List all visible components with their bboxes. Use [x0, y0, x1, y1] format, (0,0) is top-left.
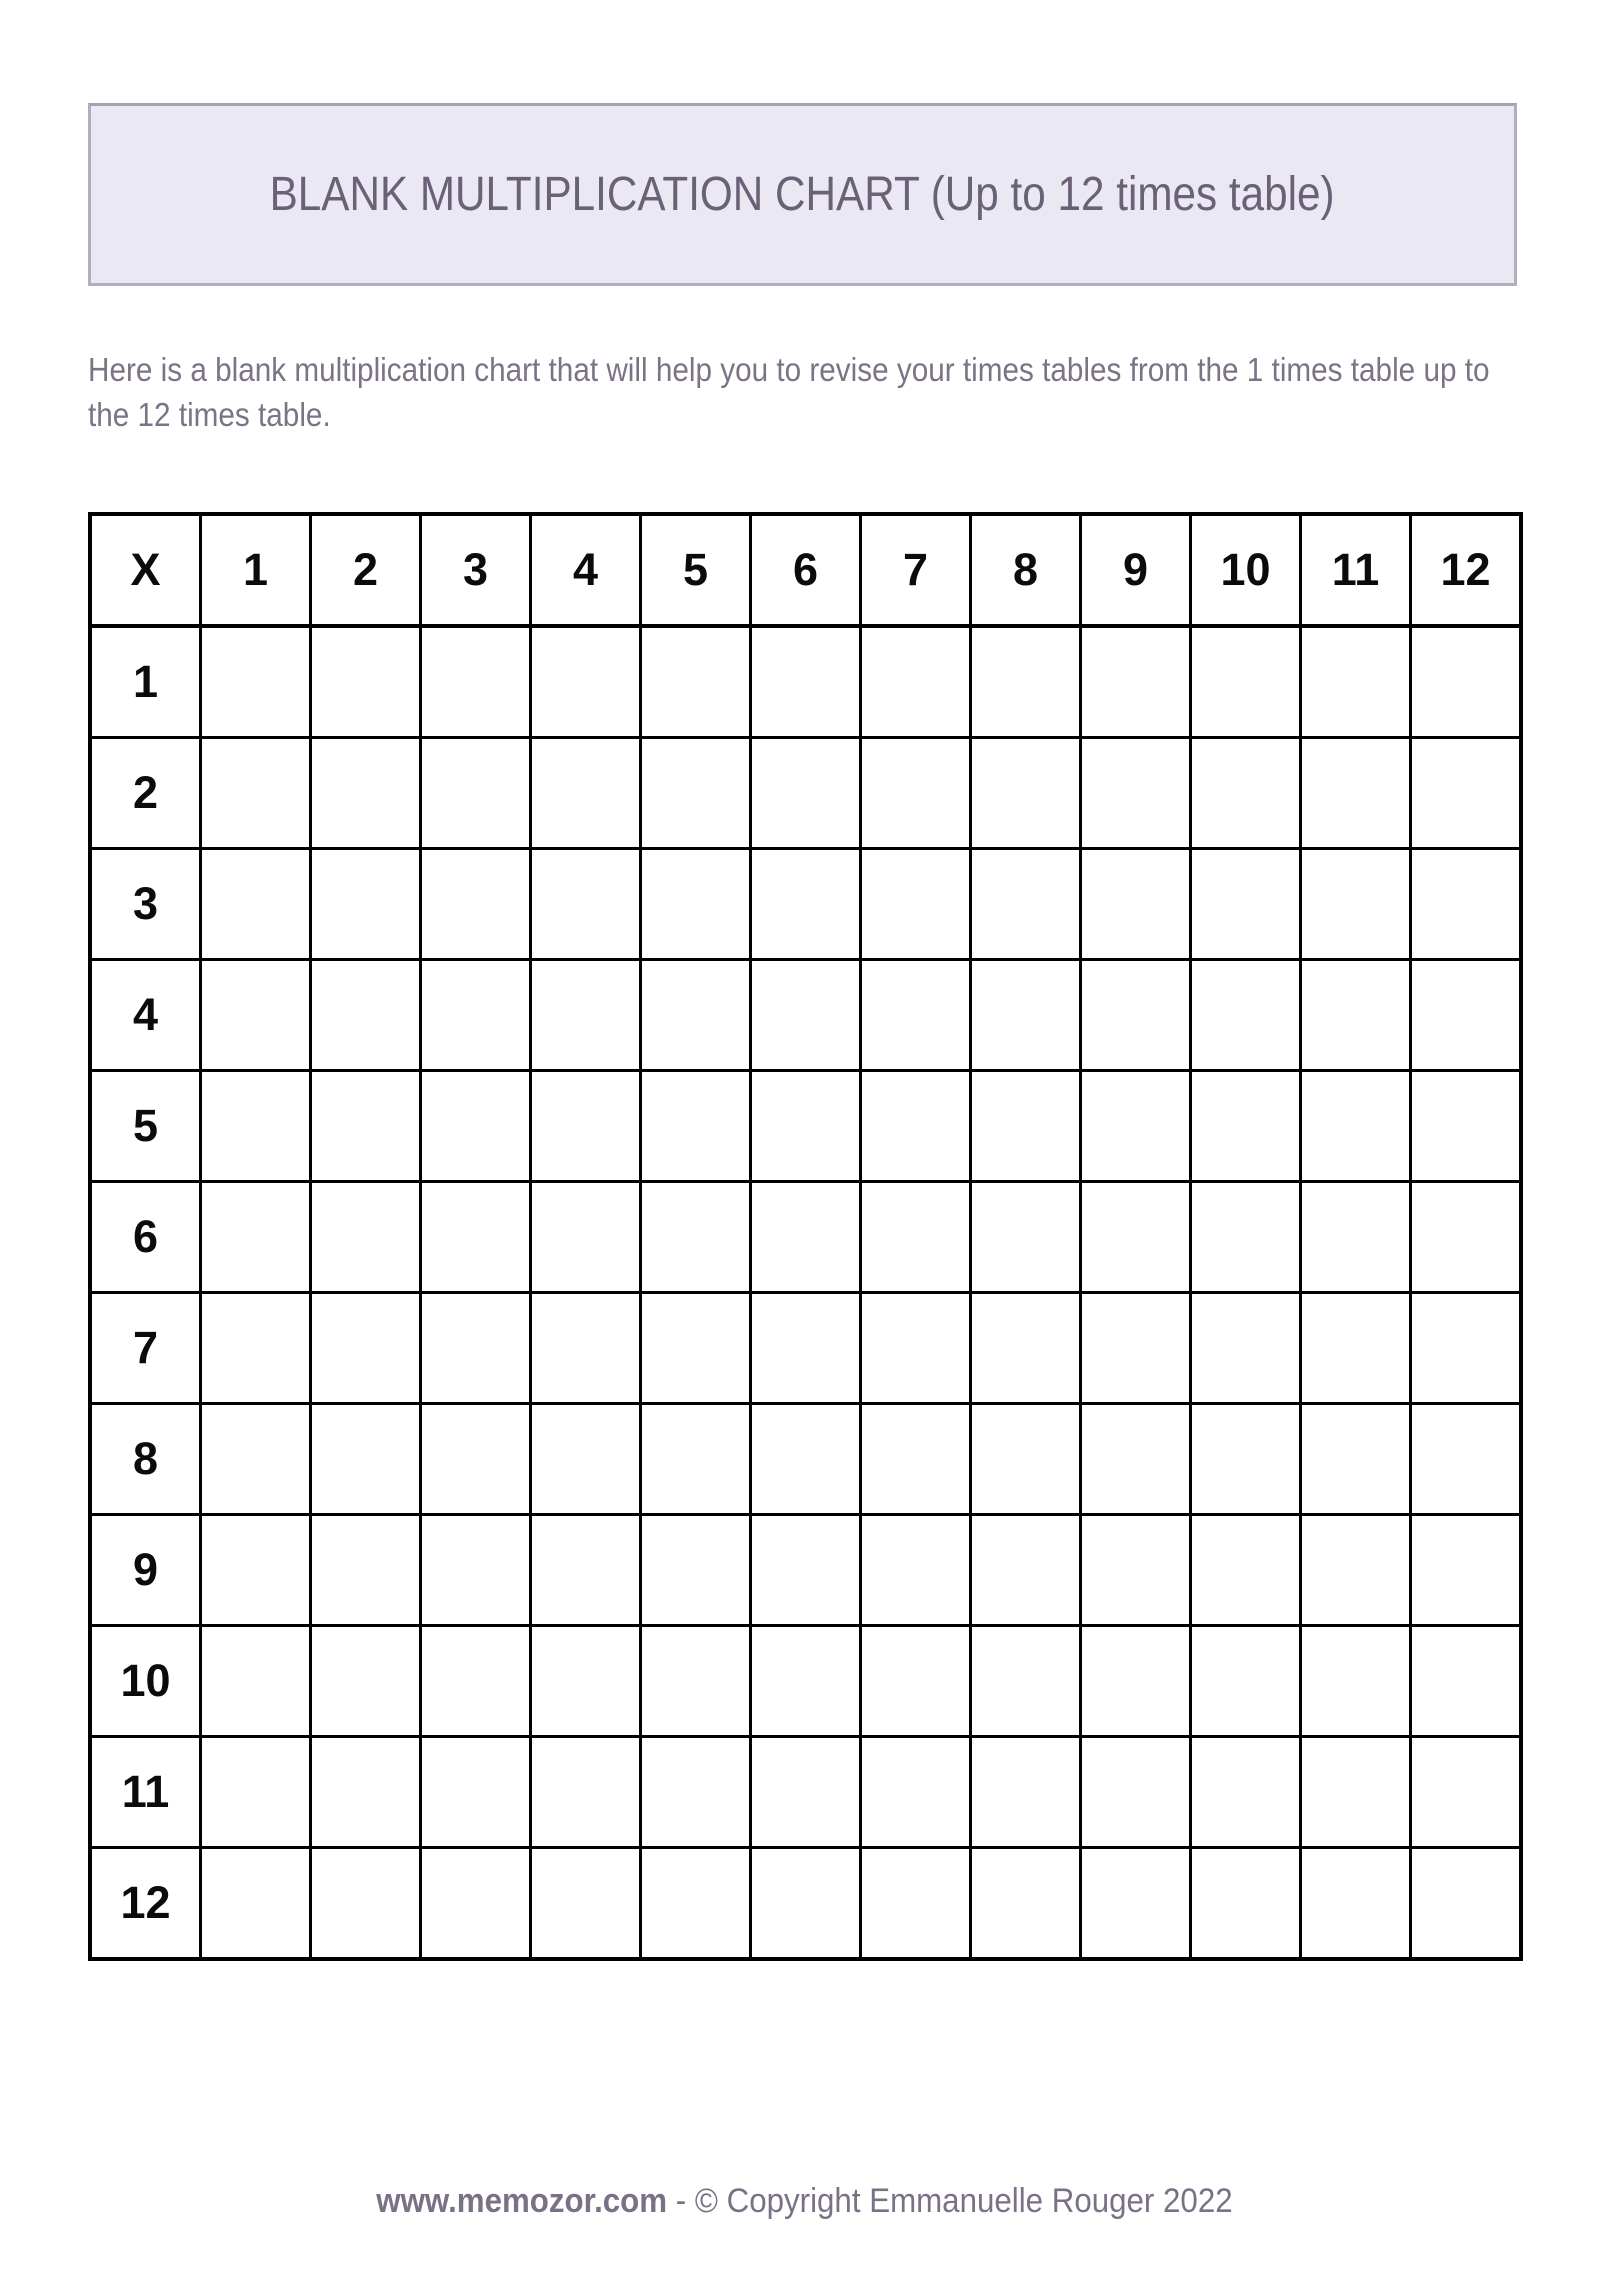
empty-cell-9x4: [531, 1515, 641, 1626]
page-footer: [0, 2182, 1608, 2221]
empty-cell-6x11: [1301, 1182, 1411, 1293]
empty-cell-1x3: [421, 626, 531, 738]
empty-cell-5x6: [751, 1071, 861, 1182]
column-header-2: 2: [311, 514, 421, 626]
empty-cell-1x11: [1301, 626, 1411, 738]
empty-cell-12x10: [1191, 1848, 1301, 1960]
column-header-11: 11: [1301, 514, 1411, 626]
column-header-1: 1: [201, 514, 311, 626]
empty-cell-9x11: [1301, 1515, 1411, 1626]
column-header-7: 7: [861, 514, 971, 626]
empty-cell-10x3: [421, 1626, 531, 1737]
empty-cell-10x2: [311, 1626, 421, 1737]
empty-cell-9x9: [1081, 1515, 1191, 1626]
empty-cell-4x7: [861, 960, 971, 1071]
empty-cell-2x4: [531, 738, 641, 849]
empty-cell-11x6: [751, 1737, 861, 1848]
empty-cell-8x4: [531, 1404, 641, 1515]
empty-cell-2x7: [861, 738, 971, 849]
empty-cell-4x1: [201, 960, 311, 1071]
empty-cell-2x3: [421, 738, 531, 849]
corner-cell: X: [90, 514, 201, 626]
row-header-9: 9: [90, 1515, 201, 1626]
empty-cell-2x12: [1411, 738, 1522, 849]
table-row-2: [90, 738, 1521, 849]
empty-cell-8x5: [641, 1404, 751, 1515]
column-header-10: 10: [1191, 514, 1301, 626]
empty-cell-1x10: [1191, 626, 1301, 738]
empty-cell-9x3: [421, 1515, 531, 1626]
empty-cell-5x4: [531, 1071, 641, 1182]
empty-cell-5x1: [201, 1071, 311, 1182]
empty-cell-5x5: [641, 1071, 751, 1182]
empty-cell-6x12: [1411, 1182, 1522, 1293]
empty-cell-11x1: [201, 1737, 311, 1848]
column-header-3: 3: [421, 514, 531, 626]
empty-cell-6x5: [641, 1182, 751, 1293]
empty-cell-4x2: [311, 960, 421, 1071]
empty-cell-11x3: [421, 1737, 531, 1848]
empty-cell-7x3: [421, 1293, 531, 1404]
intro-text: Here is a blank multiplication chart that will help you to revise your times tables from the 1 times table up to the 12 times table.: [88, 351, 1490, 433]
empty-cell-9x7: [861, 1515, 971, 1626]
empty-cell-12x11: [1301, 1848, 1411, 1960]
row-header-6: 6: [90, 1182, 201, 1293]
empty-cell-3x10: [1191, 849, 1301, 960]
empty-cell-9x5: [641, 1515, 751, 1626]
column-header-9: 9: [1081, 514, 1191, 626]
empty-cell-9x10: [1191, 1515, 1301, 1626]
empty-cell-8x9: [1081, 1404, 1191, 1515]
empty-cell-4x12: [1411, 960, 1522, 1071]
empty-cell-10x5: [641, 1626, 751, 1737]
footer-copyright: © Copyright Emmanuelle Rouger 2022: [694, 2182, 1233, 2220]
table-row-7: [90, 1293, 1521, 1404]
table-row-1: [90, 626, 1521, 738]
empty-cell-1x5: [641, 626, 751, 738]
column-header-4: 4: [531, 514, 641, 626]
row-header-1: 1: [90, 626, 201, 738]
empty-cell-10x4: [531, 1626, 641, 1737]
empty-cell-7x9: [1081, 1293, 1191, 1404]
empty-cell-4x3: [421, 960, 531, 1071]
table-row-8: [90, 1404, 1521, 1515]
empty-cell-9x8: [971, 1515, 1081, 1626]
empty-cell-12x6: [751, 1848, 861, 1960]
empty-cell-8x8: [971, 1404, 1081, 1515]
row-header-8: 8: [90, 1404, 201, 1515]
table-row-3: [90, 849, 1521, 960]
column-header-12: 12: [1411, 514, 1522, 626]
table-row-5: [90, 1071, 1521, 1182]
empty-cell-10x10: [1191, 1626, 1301, 1737]
empty-cell-8x11: [1301, 1404, 1411, 1515]
empty-cell-10x7: [861, 1626, 971, 1737]
empty-cell-12x12: [1411, 1848, 1522, 1960]
empty-cell-1x12: [1411, 626, 1522, 738]
empty-cell-12x4: [531, 1848, 641, 1960]
empty-cell-6x2: [311, 1182, 421, 1293]
empty-cell-8x3: [421, 1404, 531, 1515]
empty-cell-1x1: [201, 626, 311, 738]
empty-cell-6x3: [421, 1182, 531, 1293]
empty-cell-10x11: [1301, 1626, 1411, 1737]
footer-line: [376, 2182, 1232, 2221]
empty-cell-2x10: [1191, 738, 1301, 849]
empty-cell-8x2: [311, 1404, 421, 1515]
table-body: [90, 626, 1521, 1959]
empty-cell-12x2: [311, 1848, 421, 1960]
empty-cell-7x8: [971, 1293, 1081, 1404]
row-header-10: 10: [90, 1626, 201, 1737]
empty-cell-11x8: [971, 1737, 1081, 1848]
table-row-6: [90, 1182, 1521, 1293]
table-head: [90, 514, 1521, 626]
table-row-9: [90, 1515, 1521, 1626]
empty-cell-11x5: [641, 1737, 751, 1848]
empty-cell-5x12: [1411, 1071, 1522, 1182]
empty-cell-6x1: [201, 1182, 311, 1293]
empty-cell-1x8: [971, 626, 1081, 738]
empty-cell-4x11: [1301, 960, 1411, 1071]
empty-cell-2x6: [751, 738, 861, 849]
empty-cell-11x9: [1081, 1737, 1191, 1848]
empty-cell-7x7: [861, 1293, 971, 1404]
empty-cell-3x7: [861, 849, 971, 960]
empty-cell-11x12: [1411, 1737, 1522, 1848]
table-row-4: [90, 960, 1521, 1071]
empty-cell-3x1: [201, 849, 311, 960]
empty-cell-2x9: [1081, 738, 1191, 849]
empty-cell-10x8: [971, 1626, 1081, 1737]
empty-cell-12x8: [971, 1848, 1081, 1960]
empty-cell-7x6: [751, 1293, 861, 1404]
empty-cell-12x7: [861, 1848, 971, 1960]
empty-cell-5x3: [421, 1071, 531, 1182]
column-header-8: 8: [971, 514, 1081, 626]
page-title: BLANK MULTIPLICATION CHART (Up to 12 times table): [270, 168, 1335, 221]
empty-cell-7x11: [1301, 1293, 1411, 1404]
empty-cell-12x5: [641, 1848, 751, 1960]
empty-cell-1x6: [751, 626, 861, 738]
empty-cell-12x9: [1081, 1848, 1191, 1960]
empty-cell-3x8: [971, 849, 1081, 960]
empty-cell-7x1: [201, 1293, 311, 1404]
empty-cell-2x11: [1301, 738, 1411, 849]
empty-cell-8x12: [1411, 1404, 1522, 1515]
empty-cell-6x7: [861, 1182, 971, 1293]
row-header-12: 12: [90, 1848, 201, 1960]
empty-cell-10x6: [751, 1626, 861, 1737]
footer-separator: -: [666, 2182, 695, 2220]
empty-cell-11x4: [531, 1737, 641, 1848]
multiplication-table: [88, 512, 1523, 1961]
footer-site: www.memozor.com: [375, 2182, 667, 2220]
empty-cell-7x4: [531, 1293, 641, 1404]
row-header-11: 11: [90, 1737, 201, 1848]
empty-cell-10x9: [1081, 1626, 1191, 1737]
empty-cell-8x1: [201, 1404, 311, 1515]
empty-cell-4x9: [1081, 960, 1191, 1071]
row-header-3: 3: [90, 849, 201, 960]
column-header-5: 5: [641, 514, 751, 626]
intro-paragraph: [88, 347, 1608, 437]
empty-cell-3x11: [1301, 849, 1411, 960]
empty-cell-9x6: [751, 1515, 861, 1626]
empty-cell-3x9: [1081, 849, 1191, 960]
empty-cell-12x1: [201, 1848, 311, 1960]
empty-cell-5x9: [1081, 1071, 1191, 1182]
empty-cell-9x1: [201, 1515, 311, 1626]
row-header-2: 2: [90, 738, 201, 849]
table-row-10: [90, 1626, 1521, 1737]
empty-cell-5x8: [971, 1071, 1081, 1182]
empty-cell-3x6: [751, 849, 861, 960]
empty-cell-8x7: [861, 1404, 971, 1515]
row-header-4: 4: [90, 960, 201, 1071]
empty-cell-3x4: [531, 849, 641, 960]
empty-cell-3x12: [1411, 849, 1522, 960]
empty-cell-3x3: [421, 849, 531, 960]
empty-cell-6x10: [1191, 1182, 1301, 1293]
empty-cell-4x8: [971, 960, 1081, 1071]
empty-cell-5x7: [861, 1071, 971, 1182]
table-header-row: [90, 514, 1521, 626]
row-header-7: 7: [90, 1293, 201, 1404]
empty-cell-2x5: [641, 738, 751, 849]
empty-cell-4x6: [751, 960, 861, 1071]
empty-cell-2x1: [201, 738, 311, 849]
empty-cell-5x10: [1191, 1071, 1301, 1182]
empty-cell-2x8: [971, 738, 1081, 849]
empty-cell-9x2: [311, 1515, 421, 1626]
empty-cell-8x6: [751, 1404, 861, 1515]
empty-cell-11x11: [1301, 1737, 1411, 1848]
empty-cell-7x2: [311, 1293, 421, 1404]
empty-cell-11x2: [311, 1737, 421, 1848]
empty-cell-1x9: [1081, 626, 1191, 738]
empty-cell-1x4: [531, 626, 641, 738]
empty-cell-5x2: [311, 1071, 421, 1182]
empty-cell-7x5: [641, 1293, 751, 1404]
empty-cell-4x10: [1191, 960, 1301, 1071]
empty-cell-6x9: [1081, 1182, 1191, 1293]
empty-cell-7x10: [1191, 1293, 1301, 1404]
title-banner: [88, 103, 1517, 286]
empty-cell-1x7: [861, 626, 971, 738]
empty-cell-5x11: [1301, 1071, 1411, 1182]
empty-cell-4x4: [531, 960, 641, 1071]
empty-cell-3x5: [641, 849, 751, 960]
empty-cell-10x12: [1411, 1626, 1522, 1737]
table-row-11: [90, 1737, 1521, 1848]
empty-cell-6x4: [531, 1182, 641, 1293]
empty-cell-11x10: [1191, 1737, 1301, 1848]
empty-cell-7x12: [1411, 1293, 1522, 1404]
row-header-5: 5: [90, 1071, 201, 1182]
empty-cell-3x2: [311, 849, 421, 960]
empty-cell-11x7: [861, 1737, 971, 1848]
column-header-6: 6: [751, 514, 861, 626]
empty-cell-9x12: [1411, 1515, 1522, 1626]
empty-cell-1x2: [311, 626, 421, 738]
empty-cell-8x10: [1191, 1404, 1301, 1515]
empty-cell-12x3: [421, 1848, 531, 1960]
table-row-12: [90, 1848, 1521, 1960]
empty-cell-6x8: [971, 1182, 1081, 1293]
empty-cell-4x5: [641, 960, 751, 1071]
empty-cell-10x1: [201, 1626, 311, 1737]
empty-cell-6x6: [751, 1182, 861, 1293]
empty-cell-2x2: [311, 738, 421, 849]
